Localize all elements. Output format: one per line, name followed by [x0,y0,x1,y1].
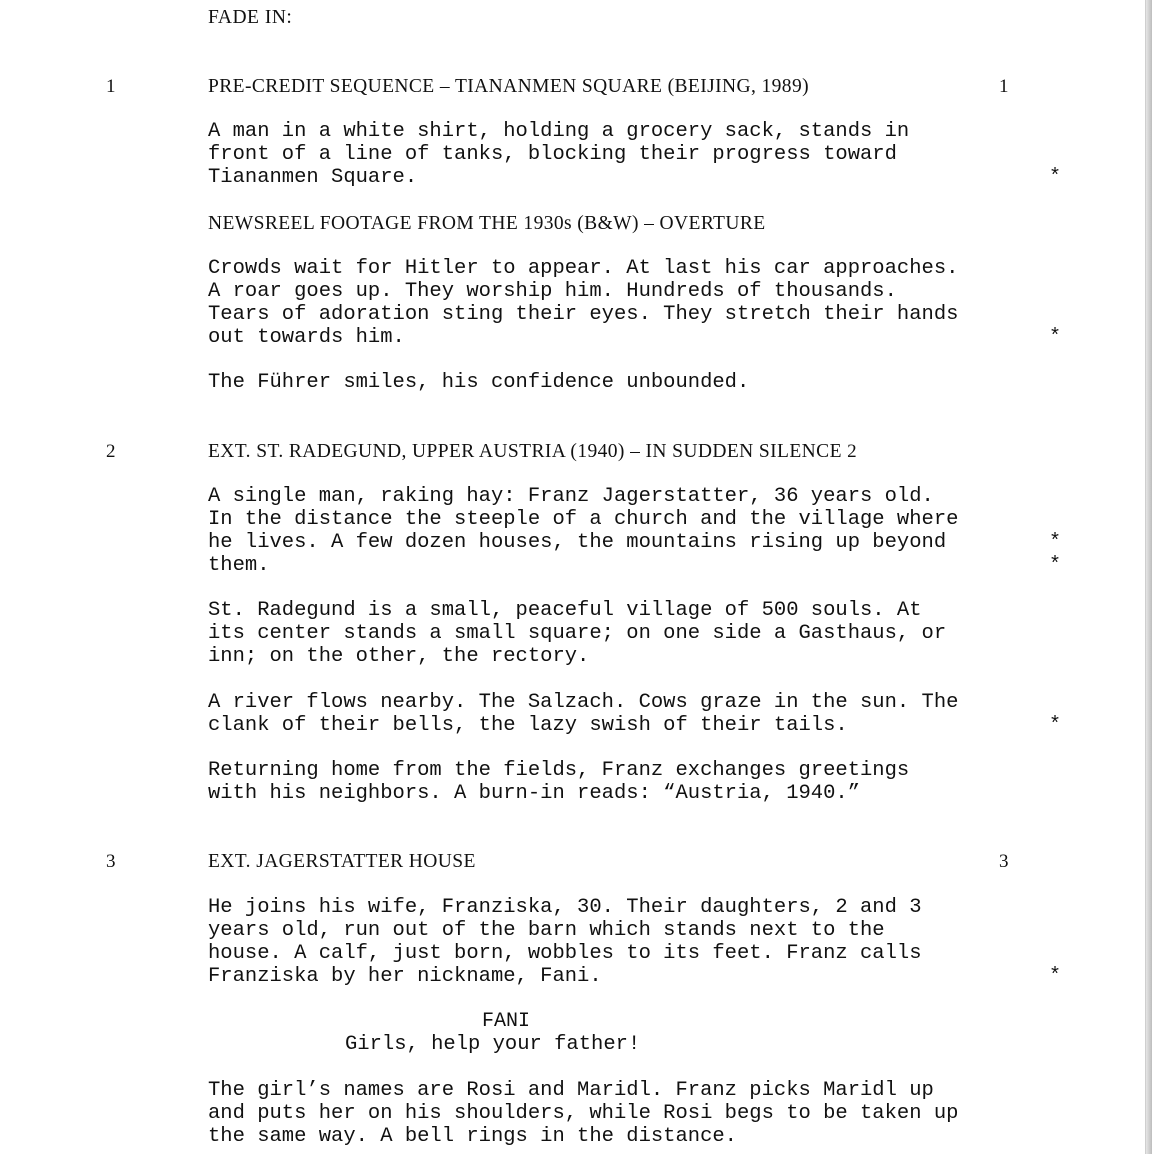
revision-mark: * [1049,531,1062,554]
action-line: Tears of adoration sting their eyes. They stretch their hands [208,303,959,326]
revision-mark: * [1049,554,1062,577]
transition-fade-in: FADE IN: [208,7,293,28]
scene-number-right: 2 [847,441,858,462]
scene-heading-text: EXT. ST. RADEGUND, UPPER AUSTRIA (1940) – IN SUDDEN SILENCE [208,441,842,462]
action-line: Crowds wait for Hitler to appear. At last his car approaches. [208,257,959,280]
action-line: house. A calf, just born, wobbles to its feet. Franz calls [208,942,922,965]
action-line: A roar goes up. They worship him. Hundreds of thousands. [208,280,897,303]
scene-number-left: 3 [106,851,116,872]
action-line: Franziska by her nickname, Fani. [208,965,602,988]
scene-number-right: 3 [999,851,1009,872]
action-line: with his neighbors. A burn-in reads: “Austria, 1940.” [208,782,861,805]
action-line: front of a line of tanks, blocking their progress toward [208,143,897,166]
character-name: FANI [482,1010,531,1033]
action-line: its center stands a small square; on one side a Gasthaus, or [208,622,947,645]
scene-number-right: 1 [999,76,1009,97]
action-line: he lives. A few dozen houses, the mountains rising up beyond [208,531,947,554]
revision-mark: * [1049,714,1062,737]
revision-mark: * [1049,326,1062,349]
revision-mark: * [1049,166,1062,189]
action-line: A single man, raking hay: Franz Jagerstatter, 36 years old. [208,485,934,508]
action-line: Tiananmen Square. [208,166,418,189]
action-line: He joins his wife, Franziska, 30. Their daughters, 2 and 3 [208,896,922,919]
page-edge [1145,0,1152,1154]
action-line: In the distance the steeple of a church and the village where [208,508,959,531]
action-line: A man in a white shirt, holding a grocery sack, stands in [208,120,910,143]
action-line: clank of their bells, the lazy swish of their tails. [208,714,848,737]
scene-number-left: 2 [106,441,116,462]
action-line: A river flows nearby. The Salzach. Cows graze in the sun. The [208,691,959,714]
scene-heading: EXT. JAGERSTATTER HOUSE [208,851,476,872]
sub-heading: NEWSREEL FOOTAGE FROM THE 1930s (B&W) – OVERTURE [208,213,766,234]
action-line: Returning home from the fields, Franz exchanges greetings [208,759,910,782]
action-line: and puts her on his shoulders, while Rosi begs to be taken up [208,1102,959,1125]
action-line: out towards him. [208,326,405,349]
action-line: The girl’s names are Rosi and Maridl. Franz picks Maridl up [208,1079,934,1102]
action-line: inn; on the other, the rectory. [208,645,590,668]
action-line: the same way. A bell rings in the distance. [208,1125,737,1148]
dialogue-line: Girls, help your father! [345,1033,641,1056]
scene-heading: PRE-CREDIT SEQUENCE – TIANANMEN SQUARE (BEIJING, 1989) [208,76,809,97]
action-line: St. Radegund is a small, peaceful village of 500 souls. At [208,599,922,622]
action-line: them. [208,554,270,577]
scene-heading [208,440,857,463]
scene-number-left: 1 [106,76,116,97]
action-line: years old, run out of the barn which stands next to the [208,919,885,942]
revision-mark: * [1049,965,1062,988]
action-line: The Führer smiles, his confidence unbounded. [208,371,750,394]
